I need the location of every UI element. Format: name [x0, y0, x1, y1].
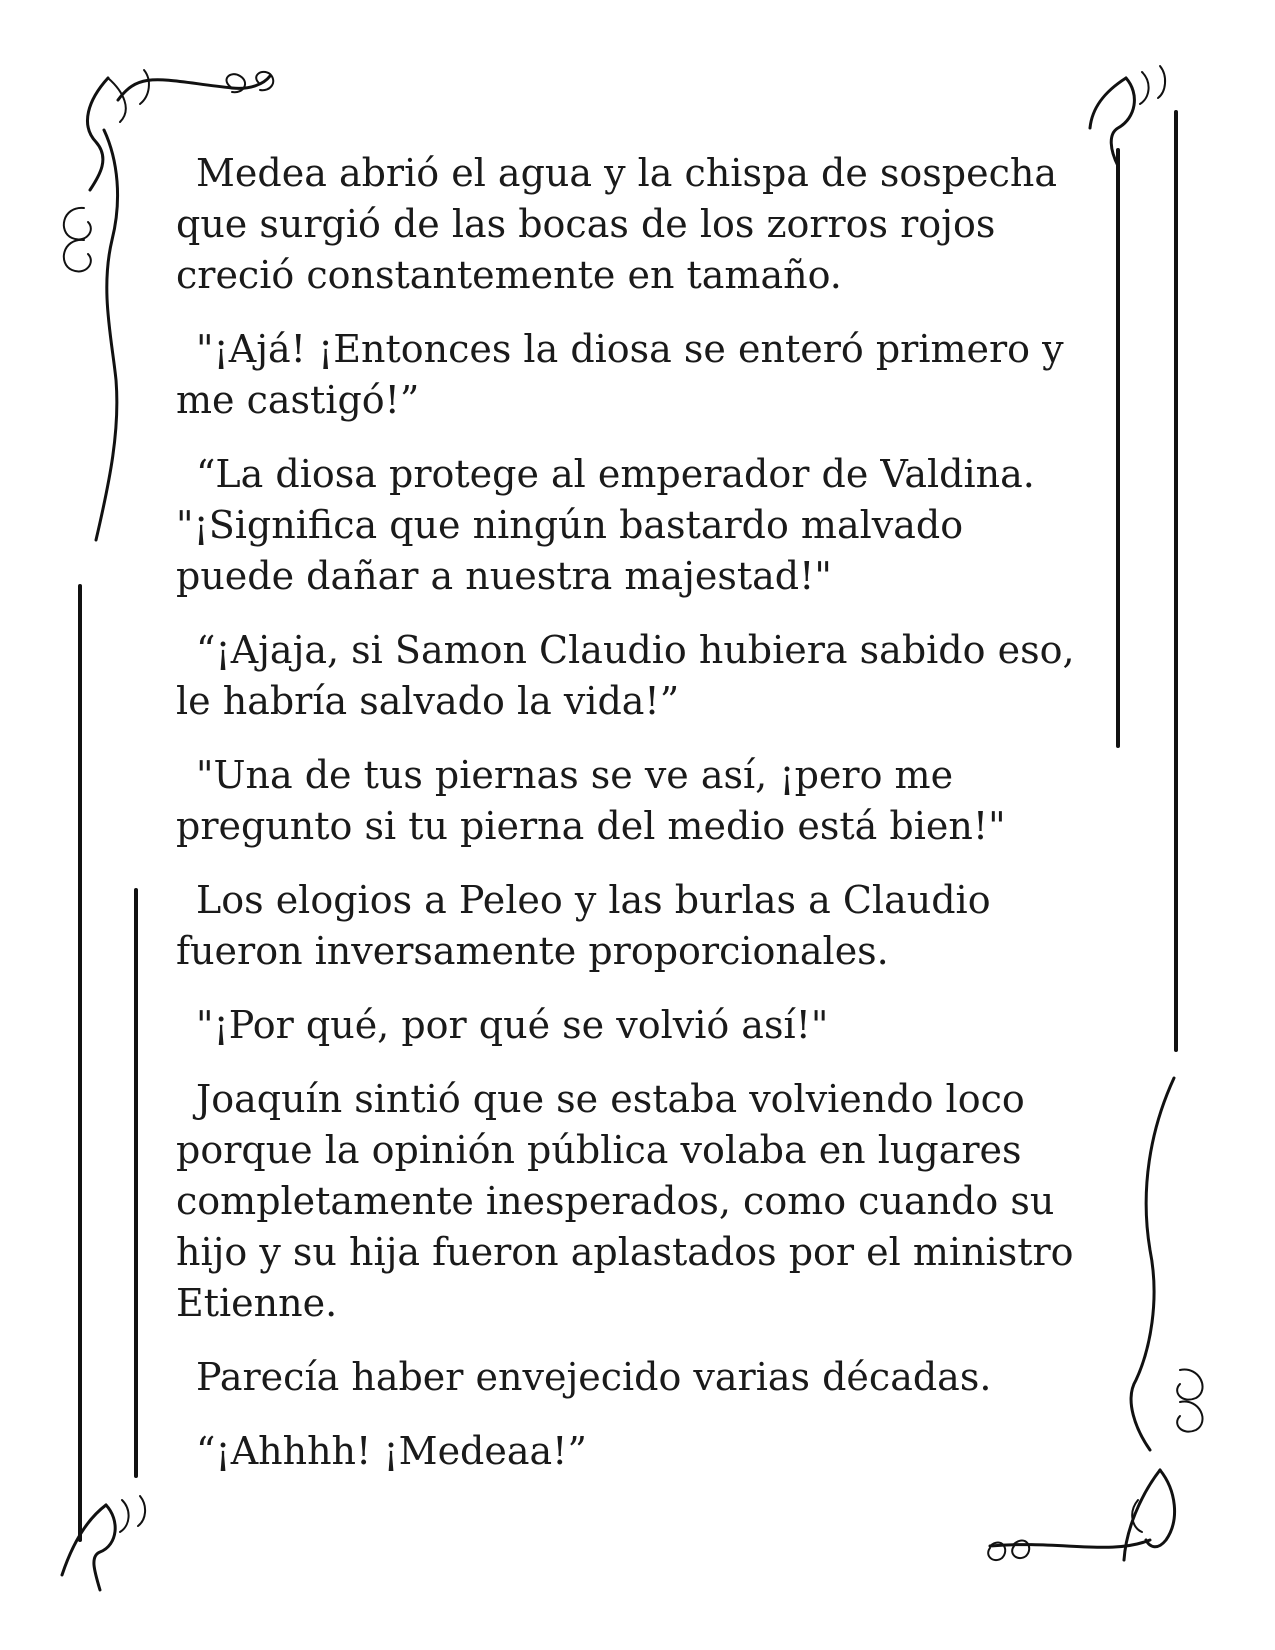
paragraph-1: Medea abrió el agua y la chispa de sospecha que surgió de las bocas de los zorros rojos creció constantemente en tamaño. — [176, 151, 1058, 297]
paragraph-10: “¡Ahhhh! ¡Medeaa!” — [196, 1429, 587, 1473]
paragraph-3: “La diosa protege al emperador de Valdina. "¡Significa que ningún bastardo malvado puede dañar a nuestra majestad!" — [176, 452, 1035, 598]
paragraph-8: Joaquín sintió que se estaba volviendo loco porque la opinión pública volaba en lugares completamente inesperados, como cuando su hijo y su hija fueron aplastados por el ministro Etienne. — [176, 1077, 1074, 1325]
paragraph-4: “¡Ajaja, si Samon Claudio hubiera sabido eso, le habría salvado la vida!” — [176, 628, 1075, 723]
paragraph-9: Parecía haber envejecido varias décadas. — [196, 1355, 992, 1399]
paragraph-5: "Una de tus piernas se ve así, ¡pero me pregunto si tu pierna del medio está bien!" — [176, 753, 1006, 848]
paragraph-6: Los elogios a Peleo y las burlas a Claudio fueron inversamente proporcionales. — [176, 878, 991, 973]
story-text — [176, 148, 1076, 1500]
top-right-flourish — [1090, 66, 1165, 166]
paragraph-7: "¡Por qué, por qué se volvió así!" — [196, 1003, 829, 1047]
bottom-left-flourish — [62, 1496, 145, 1590]
paragraph-2: "¡Ajá! ¡Entonces la diosa se enteró primero y me castigó!” — [176, 327, 1064, 422]
